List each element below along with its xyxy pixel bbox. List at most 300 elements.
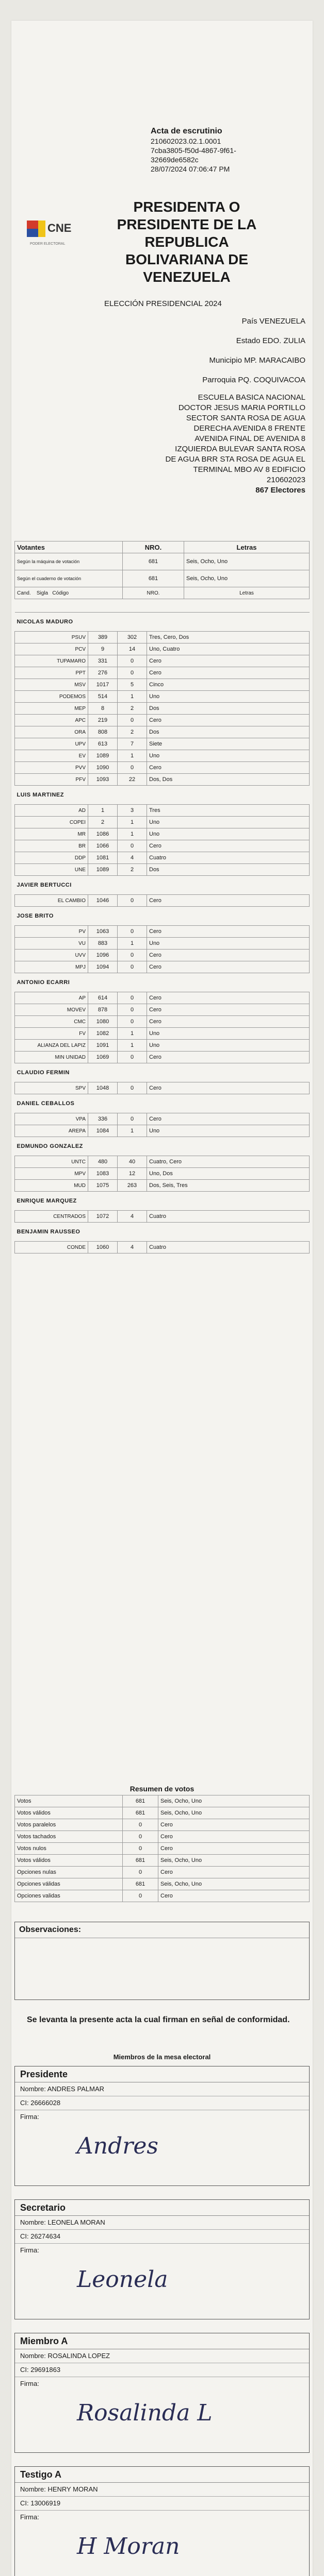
party-votes-letras: Dos (147, 726, 310, 738)
party-votes-letras: Cero (147, 992, 310, 1004)
party-votes: 0 (118, 715, 147, 726)
address-line-3: AVENIDA FINAL DE AVENIDA 8 (195, 434, 305, 443)
party-cand-cell (15, 679, 35, 691)
party-votes-letras: Cero (147, 762, 310, 774)
summary-nro: 681 (123, 1878, 158, 1890)
party-votes: 0 (118, 1052, 147, 1063)
summary-label: Votos válidos (15, 1807, 123, 1819)
party-row (15, 655, 310, 667)
party-row (15, 738, 310, 750)
party-votes: 0 (118, 926, 147, 938)
candidate-name: ANTONIO ECARRI (15, 973, 310, 992)
candidates-table (14, 612, 310, 1253)
voters-letras-header: Letras (184, 541, 310, 553)
voters-machine-nro: 681 (123, 553, 184, 570)
party-sigla: BR (35, 840, 88, 852)
party-votes: 0 (118, 667, 147, 679)
party-row (15, 992, 310, 1004)
voters-notebook-nro: 681 (123, 570, 184, 587)
party-votes-letras: Uno (147, 828, 310, 840)
election-info (89, 299, 305, 496)
summary-row (15, 1819, 310, 1831)
party-cand-cell (15, 840, 35, 852)
summary-letras: Seis, Ocho, Uno (158, 1795, 310, 1807)
party-votes: 2 (118, 703, 147, 715)
signature-area (15, 2257, 309, 2319)
party-sigla: MUD (35, 1180, 88, 1192)
party-votes: 1 (118, 938, 147, 950)
address-line-6: TERMINAL MBO AV 8 EDIFICIO (193, 465, 305, 474)
party-cand-cell (15, 1004, 35, 1016)
party-cand-cell (15, 1113, 35, 1125)
party-sigla: PVV (35, 762, 88, 774)
summary-label: Opciones válidas (15, 1878, 123, 1890)
party-votes: 0 (118, 961, 147, 973)
party-votes-letras: Cero (147, 1052, 310, 1063)
summary-label: Votos válidos (15, 1855, 123, 1867)
party-votes-letras: Cuatro (147, 1211, 310, 1223)
signature-ci: CI: 26274634 (15, 2230, 309, 2244)
party-cand-cell (15, 805, 35, 817)
election-parish: Parroquia PQ. COQUIVACOA (202, 376, 305, 384)
party-code: 514 (88, 691, 118, 703)
summary-title: Resumen de votos (129, 1785, 195, 1793)
signature-firma-label: Firma: (20, 2113, 39, 2121)
party-code: 1091 (88, 1040, 118, 1052)
signature-box (14, 2466, 310, 2576)
party-code: 1080 (88, 1016, 118, 1028)
summary-nro: 681 (123, 1855, 158, 1867)
party-votes: 0 (118, 1082, 147, 1094)
signature-box (14, 2199, 310, 2319)
party-row (15, 817, 310, 828)
acta-header (151, 126, 305, 174)
party-row (15, 805, 310, 817)
party-votes: 0 (118, 950, 147, 961)
party-votes-letras: Siete (147, 738, 310, 750)
title-line-5: VENEZUELA (143, 269, 231, 285)
party-cand-cell (15, 691, 35, 703)
party-votes-letras: Uno (147, 750, 310, 762)
party-sigla: APC (35, 715, 88, 726)
summary-row (15, 1831, 310, 1843)
party-cand-cell (15, 1180, 35, 1192)
signature-role: Presidente (15, 2066, 309, 2082)
party-votes: 0 (118, 1113, 147, 1125)
party-row (15, 938, 310, 950)
party-votes: 1 (118, 1125, 147, 1137)
election-state: Estado EDO. ZULIA (236, 336, 305, 345)
party-votes-letras: Cero (147, 715, 310, 726)
party-votes-letras: Uno, Dos (147, 1168, 310, 1180)
cne-logo (25, 216, 74, 247)
party-cand-cell (15, 1242, 35, 1253)
party-code: 1075 (88, 1180, 118, 1192)
party-row (15, 726, 310, 738)
party-sigla: MPV (35, 1168, 88, 1180)
party-sigla: TUPAMARO (35, 655, 88, 667)
party-code: 389 (88, 632, 118, 643)
party-cand-cell (15, 1125, 35, 1137)
party-code: 883 (88, 938, 118, 950)
party-votes-letras: Uno (147, 938, 310, 950)
party-votes: 1 (118, 1040, 147, 1052)
party-code: 219 (88, 715, 118, 726)
party-sigla: SPV (35, 1082, 88, 1094)
party-votes: 4 (118, 852, 147, 864)
party-code: 878 (88, 1004, 118, 1016)
party-votes-letras: Uno (147, 1125, 310, 1137)
party-votes: 0 (118, 655, 147, 667)
party-cand-cell (15, 992, 35, 1004)
party-sigla: PFV (35, 774, 88, 786)
party-row (15, 961, 310, 973)
party-votes: 22 (118, 774, 147, 786)
center-line-2: DOCTOR JESUS MARIA PORTILLO (178, 403, 305, 412)
party-sigla: UPV (35, 738, 88, 750)
party-sigla: UNE (35, 864, 88, 876)
summary-letras: Cero (158, 1867, 310, 1878)
party-votes-letras: Uno (147, 691, 310, 703)
party-row (15, 762, 310, 774)
summary-nro: 681 (123, 1807, 158, 1819)
title-line-3: REPUBLICA (144, 234, 229, 250)
party-row (15, 1211, 310, 1223)
summary-letras: Cero (158, 1831, 310, 1843)
summary-letras: Seis, Ocho, Uno (158, 1807, 310, 1819)
signature-name: Nombre: LEONELA MORAN (15, 2216, 309, 2230)
party-code: 480 (88, 1156, 118, 1168)
signature-role: Secretario (15, 2200, 309, 2216)
conformity-notice: Se levanta la presente acta la cual firman en señal de conformidad. (27, 2015, 290, 2024)
party-votes: 2 (118, 864, 147, 876)
party-code: 1066 (88, 840, 118, 852)
candidate-name: JOSE BRITO (15, 907, 310, 926)
party-cand-cell (15, 762, 35, 774)
party-sigla: ORA (35, 726, 88, 738)
acta-hash-1: 7cba3805-f50d-4867-9f61- (151, 146, 236, 155)
party-sigla: AP (35, 992, 88, 1004)
summary-nro: 0 (123, 1890, 158, 1902)
signature-area (15, 2391, 309, 2452)
party-code: 2 (88, 817, 118, 828)
party-row (15, 1156, 310, 1168)
party-votes-letras: Cero (147, 926, 310, 938)
candidate-header-row (15, 1094, 310, 1113)
party-code: 614 (88, 992, 118, 1004)
voters-machine-label: Según la máquina de votación (15, 553, 123, 570)
party-cand-cell (15, 643, 35, 655)
party-votes: 3 (118, 805, 147, 817)
party-sigla: VU (35, 938, 88, 950)
party-sigla: UVV (35, 950, 88, 961)
party-votes: 1 (118, 817, 147, 828)
candidate-name: JAVIER BERTUCCI (15, 876, 310, 895)
party-votes: 4 (118, 1211, 147, 1223)
party-votes: 4 (118, 1242, 147, 1253)
party-row (15, 840, 310, 852)
candidate-header-row (15, 613, 310, 632)
center-code: 210602023 (266, 476, 305, 484)
summary-label: Votos (15, 1795, 123, 1807)
party-cand-cell (15, 926, 35, 938)
party-cand-cell (15, 1211, 35, 1223)
signatures-section (14, 2066, 310, 2576)
party-votes-letras: Cero (147, 840, 310, 852)
candidate-name: BENJAMIN RAUSSEO (15, 1223, 310, 1242)
acta-datetime: 28/07/2024 07:06:47 PM (151, 165, 230, 173)
title-line-1: PRESIDENTA O (133, 199, 240, 215)
party-cand-cell (15, 852, 35, 864)
party-code: 1017 (88, 679, 118, 691)
party-cand-cell (15, 864, 35, 876)
party-code: 808 (88, 726, 118, 738)
signature-ci: CI: 26666028 (15, 2096, 309, 2110)
party-sigla: MIN UNIDAD (35, 1052, 88, 1063)
party-code: 331 (88, 655, 118, 667)
party-votes: 0 (118, 1004, 147, 1016)
party-sigla: DDP (35, 852, 88, 864)
summary-label: Votos nulos (15, 1843, 123, 1855)
summary-letras: Cero (158, 1819, 310, 1831)
party-votes-letras: Cero (147, 895, 310, 907)
party-sigla: MSV (35, 679, 88, 691)
party-cand-cell (15, 895, 35, 907)
candidate-header-row (15, 876, 310, 895)
party-votes: 0 (118, 992, 147, 1004)
candidate-name: NICOLAS MADURO (15, 613, 310, 632)
party-votes-letras: Cero (147, 950, 310, 961)
party-row (15, 667, 310, 679)
party-sigla: CENTRADOS (35, 1211, 88, 1223)
party-code: 1090 (88, 762, 118, 774)
party-code: 1089 (88, 750, 118, 762)
candidate-name: ENRIQUE MARQUEZ (15, 1192, 310, 1211)
party-votes: 0 (118, 1016, 147, 1028)
voters-notebook-letras: Seis, Ocho, Uno (184, 570, 310, 587)
candidates-grid (14, 612, 310, 1253)
election-name: ELECCIÓN PRESIDENCIAL 2024 (104, 299, 222, 308)
summary-letras: Seis, Ocho, Uno (158, 1855, 310, 1867)
party-row (15, 1016, 310, 1028)
col-letras: Letras (184, 587, 310, 599)
observations-box (14, 1922, 310, 2000)
party-cand-cell (15, 655, 35, 667)
candidate-header-row (15, 1192, 310, 1211)
party-code: 1046 (88, 895, 118, 907)
party-sigla: PV (35, 926, 88, 938)
signature-role: Testigo A (15, 2467, 309, 2483)
members-title: Miembros de la mesa electoral (113, 2053, 211, 2061)
party-code: 1069 (88, 1052, 118, 1063)
party-sigla: MPJ (35, 961, 88, 973)
signature-ci: CI: 29691863 (15, 2363, 309, 2377)
col-sigla: Sigla (36, 590, 48, 596)
party-votes-letras: Cero (147, 655, 310, 667)
col-cand: Cand. (17, 590, 31, 596)
party-votes: 5 (118, 679, 147, 691)
party-sigla: PCV (35, 643, 88, 655)
party-sigla: EL CAMBIO (35, 895, 88, 907)
party-votes-letras: Cero (147, 1113, 310, 1125)
party-sigla: EV (35, 750, 88, 762)
summary-row (15, 1795, 310, 1807)
signature-area (15, 2524, 309, 2576)
candidate-name: DANIEL CEBALLOS (15, 1094, 310, 1113)
party-sigla: PPT (35, 667, 88, 679)
summary-letras: Cero (158, 1890, 310, 1902)
party-code: 1060 (88, 1242, 118, 1253)
summary-row (15, 1890, 310, 1902)
party-votes-letras: Uno (147, 1028, 310, 1040)
candidate-name: EDMUNDO GONZALEZ (15, 1137, 310, 1156)
svg-text:CNE: CNE (47, 222, 72, 234)
party-sigla: UNTC (35, 1156, 88, 1168)
party-row (15, 643, 310, 655)
party-sigla: MEP (35, 703, 88, 715)
party-votes-letras: Uno (147, 1040, 310, 1052)
summary-letras: Cero (158, 1843, 310, 1855)
party-row (15, 1113, 310, 1125)
party-votes-letras: Cero (147, 1004, 310, 1016)
party-votes: 263 (118, 1180, 147, 1192)
party-code: 1094 (88, 961, 118, 973)
party-code: 1063 (88, 926, 118, 938)
party-row (15, 1242, 310, 1253)
summary-table (14, 1795, 310, 1902)
party-sigla: AD (35, 805, 88, 817)
address-line-2: DERECHA AVENIDA 8 FRENTE (193, 424, 305, 433)
party-code: 1084 (88, 1125, 118, 1137)
party-code: 336 (88, 1113, 118, 1125)
observations-label: Observaciones: (15, 1922, 309, 1938)
party-cand-cell (15, 1156, 35, 1168)
party-cand-cell (15, 738, 35, 750)
party-votes: 7 (118, 738, 147, 750)
election-municipality: Municipio MP. MARACAIBO (209, 356, 305, 365)
party-votes: 0 (118, 840, 147, 852)
party-votes-letras: Dos (147, 703, 310, 715)
party-votes-letras: Dos, Seis, Tres (147, 1180, 310, 1192)
acta-paper (11, 21, 313, 2576)
summary-label: Opciones validas (15, 1890, 123, 1902)
candidate-header-row (15, 786, 310, 805)
party-code: 613 (88, 738, 118, 750)
party-votes-letras: Cero (147, 1016, 310, 1028)
title-line-4: BOLIVARIANA DE (125, 251, 248, 267)
party-sigla: FV (35, 1028, 88, 1040)
candidate-header-row (15, 1223, 310, 1242)
party-row (15, 632, 310, 643)
summary-nro: 681 (123, 1795, 158, 1807)
party-code: 8 (88, 703, 118, 715)
col-codigo: Código (52, 590, 69, 596)
party-votes: 14 (118, 643, 147, 655)
party-votes: 0 (118, 895, 147, 907)
party-row (15, 1125, 310, 1137)
party-cand-cell (15, 961, 35, 973)
party-code: 276 (88, 667, 118, 679)
party-row (15, 679, 310, 691)
party-votes-letras: Uno, Cuatro (147, 643, 310, 655)
party-code: 1083 (88, 1168, 118, 1180)
party-row (15, 1180, 310, 1192)
title-line-2: PRESIDENTE DE LA (117, 216, 257, 232)
party-code: 1086 (88, 828, 118, 840)
party-votes: 2 (118, 726, 147, 738)
summary-nro: 0 (123, 1831, 158, 1843)
address-line-4: IZQUIERDA BULEVAR SANTA ROSA (175, 445, 305, 453)
candidate-header-row (15, 1063, 310, 1082)
signature-ci: CI: 13006919 (15, 2497, 309, 2511)
summary-label: Votos paralelos (15, 1819, 123, 1831)
party-votes-letras: Cero (147, 1082, 310, 1094)
party-votes-letras: Cuatro, Cero (147, 1156, 310, 1168)
party-votes: 1 (118, 691, 147, 703)
party-cand-cell (15, 1016, 35, 1028)
party-cand-cell (15, 632, 35, 643)
candidate-name: LUIS MARTINEZ (15, 786, 310, 805)
party-row (15, 1052, 310, 1063)
party-cand-cell (15, 667, 35, 679)
party-code: 1096 (88, 950, 118, 961)
party-sigla: COPEI (35, 817, 88, 828)
party-cand-cell (15, 817, 35, 828)
party-row (15, 1082, 310, 1094)
party-votes: 40 (118, 1156, 147, 1168)
party-sigla: ALIANZA DEL LAPIZ (35, 1040, 88, 1052)
party-row (15, 864, 310, 876)
candidate-header-row (15, 1137, 310, 1156)
party-sigla: AREPA (35, 1125, 88, 1137)
acta-hash-2: 32669de6582c (151, 156, 199, 164)
party-sigla: MOVEV (35, 1004, 88, 1016)
col-nro: NRO. (123, 587, 184, 599)
handwritten-signature: H Moran (77, 2533, 180, 2560)
summary-nro: 0 (123, 1819, 158, 1831)
acta-title (102, 198, 272, 286)
party-row (15, 828, 310, 840)
party-votes: 1 (118, 1028, 147, 1040)
party-votes-letras: Cero (147, 667, 310, 679)
party-votes-letras: Cinco (147, 679, 310, 691)
party-code: 1048 (88, 1082, 118, 1094)
party-sigla: MR (35, 828, 88, 840)
party-cand-cell (15, 715, 35, 726)
party-votes-letras: Cero (147, 961, 310, 973)
candidate-header-row (15, 907, 310, 926)
voters-header: Votantes (15, 541, 123, 553)
party-votes-letras: Tres (147, 805, 310, 817)
party-row (15, 1028, 310, 1040)
summary-nro: 0 (123, 1843, 158, 1855)
party-row (15, 1004, 310, 1016)
party-cand-cell (15, 703, 35, 715)
party-code: 1072 (88, 1211, 118, 1223)
party-code: 1089 (88, 864, 118, 876)
acta-label: Acta de escrutinio (151, 127, 222, 135)
voters-notebook-label: Según el cuaderno de votación (15, 570, 123, 587)
party-cand-cell (15, 828, 35, 840)
signature-firma-label: Firma: (20, 2380, 39, 2387)
party-votes: 1 (118, 828, 147, 840)
party-cand-cell (15, 1052, 35, 1063)
party-sigla: PSUV (35, 632, 88, 643)
party-row (15, 703, 310, 715)
party-code: 1081 (88, 852, 118, 864)
summary-row (15, 1855, 310, 1867)
summary-section (14, 1783, 310, 1902)
